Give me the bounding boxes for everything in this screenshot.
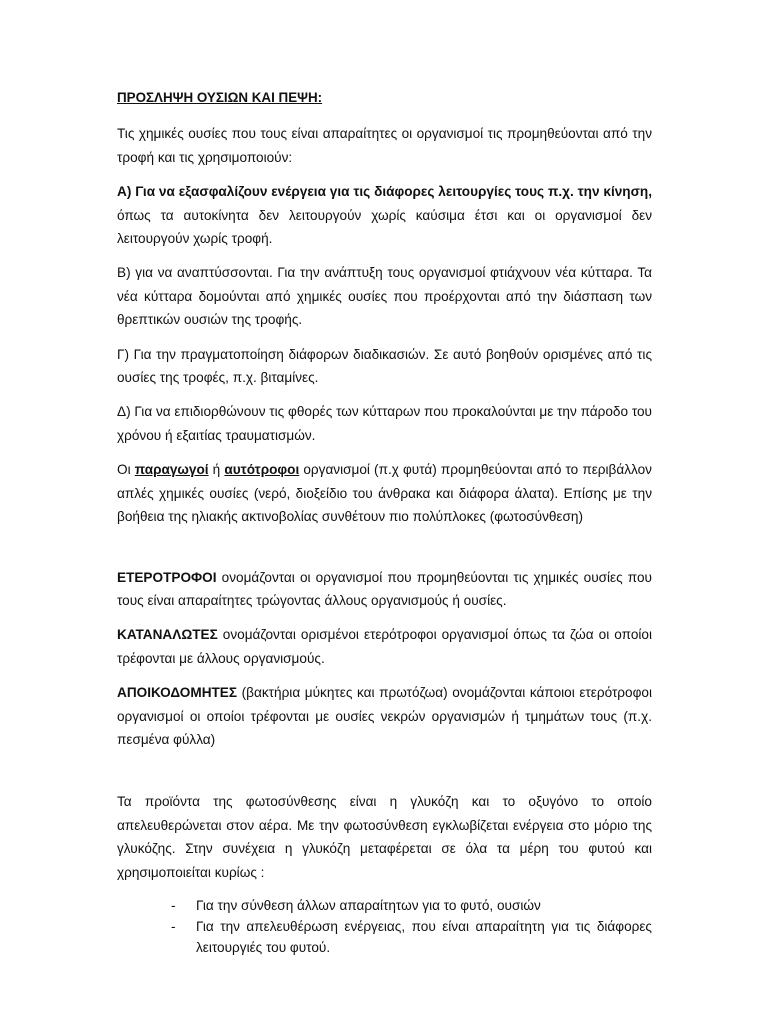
decomposers-term: ΑΠΟΙΚΟΔΟΜΗΤΕΣ	[117, 685, 238, 701]
section-spacer	[117, 540, 652, 566]
consumers-paragraph	[117, 623, 652, 670]
producers-paragraph	[117, 458, 652, 528]
section-spacer-2	[117, 762, 652, 790]
photosynthesis-paragraph: Τα προϊόντα της φωτοσύνθεσης είναι η γλυκόζη και το οξυγόνο το οποίο απελευθερώνεται στον αέρα. Με την φωτοσύνθεση εγκλωβίζεται ενέργεια στο μόριο της γλυκόζης. Στην συνέχεια η γλυκόζη μεταφέρεται σε όλα τα μέρη του φυτού και χρησιμοποιείται κυρίως :	[117, 794, 652, 880]
producers-mid: ή	[208, 462, 225, 478]
heterotrophs-term: ΕΤΕΡΟΤΡΟΦΟΙ	[117, 569, 217, 585]
point-b-paragraph: Β) για να αναπτύσσονται. Για την ανάπτυξη τους οργανισμοί φτιάχνουν νέα κύτταρα. Τα νέα κύτταρα δομούνται από χημικές ουσίες που προέρχονται από την διάσπαση των θρεπτικών ουσιών της τροφής.	[117, 265, 652, 328]
point-a-paragraph	[117, 180, 652, 250]
autotrophs-term: αυτότροφοι	[224, 462, 300, 478]
heterotrophs-paragraph	[117, 566, 652, 613]
glucose-uses-list	[117, 895, 652, 958]
decomposers-text: (βακτήρια μύκητες και πρωτόζωα) ονομάζονται κάποιοι ετερότροφοι οργανισμοί οι οποίοι τρέφονται με ουσίες νεκρών οργανισμών ή τμημάτων τους (π.χ. πεσμένα φύλλα)	[117, 685, 652, 747]
point-c-paragraph: Γ) Για την πραγματοποίηση διάφορων διαδικασιών. Σε αυτό βοηθούν ορισμένες από τις ουσίες της τροφές, π.χ. βιταμίνες.	[117, 346, 652, 386]
dash-bullet: -	[171, 897, 176, 913]
point-d-paragraph: Δ) Για να επιδιορθώνουν τις φθορές των κύτταρων που προκαλούνται με την πάροδο του χρόνου ή εξαιτίας τραυματισμών.	[117, 404, 652, 443]
list-item	[117, 895, 652, 916]
intro-paragraph: Τις χημικές ουσίες που τους είναι απαραίτητες οι οργανισμοί τις προμηθεύονται από την τροφή και τις χρησιμοποιούν:	[117, 126, 652, 165]
dash-bullet: -	[171, 918, 176, 934]
point-a-text: Α) Για να εξασφαλίζουν ενέργεια για τις διάφορες λειτουργίες τους π.χ. την	[117, 184, 604, 200]
list-item-text: Για την σύνθεση άλλων απαραίτητων για το φυτό, ουσιών	[196, 897, 541, 913]
point-a-bold-word: κίνηση,	[603, 184, 652, 200]
decomposers-paragraph	[117, 681, 652, 751]
producers-rest: οργανισμοί (π.χ φυτά) προμηθεύονται από το περιβάλλον απλές χημικές ουσίες (νερό, διοξείδιο του άνθρακα και διάφορα άλατα). Επίσης με την βοήθεια της ηλιακής ακτινοβολίας συνθέτουν πιο πολύπλοκες (φωτοσύνθεση)	[117, 462, 652, 525]
producers-term: παραγωγοί	[134, 462, 209, 478]
producers-lead: Οι	[117, 462, 135, 478]
document-title: ΠΡΟΣΛΗΨΗ ΟΥΣΙΩΝ ΚΑΙ ΠΕΨΗ:	[117, 90, 323, 105]
heterotrophs-text: ονομάζονται οι οργανισμοί που προμηθεύονται τις χημικές ουσίες που τους είναι απαραίτητες τρώγοντας άλλους οργανισμούς ή ουσίες.	[117, 569, 652, 608]
consumers-text: ονομάζονται ορισμένοι ετερότροφοι οργανισμοί όπως τα ζώα οι οποίοι τρέφονται με άλλους οργανισμούς.	[117, 627, 652, 666]
list-item-text: Για την απελευθέρωση ενέργειας, που είναι απαραίτητη για τις διάφορες λειτουργιές του φυτού.	[196, 918, 652, 955]
consumers-term: ΚΑΤΑΝΑΛΩΤΕΣ	[117, 627, 218, 643]
point-a-rest: όπως τα αυτοκίνητα δεν λειτουργούν χωρίς καύσιμα έτσι και οι οργανισμοί δεν λειτουργούν χωρίς τροφή.	[117, 207, 652, 247]
document-page	[117, 86, 652, 958]
list-item	[117, 916, 652, 958]
